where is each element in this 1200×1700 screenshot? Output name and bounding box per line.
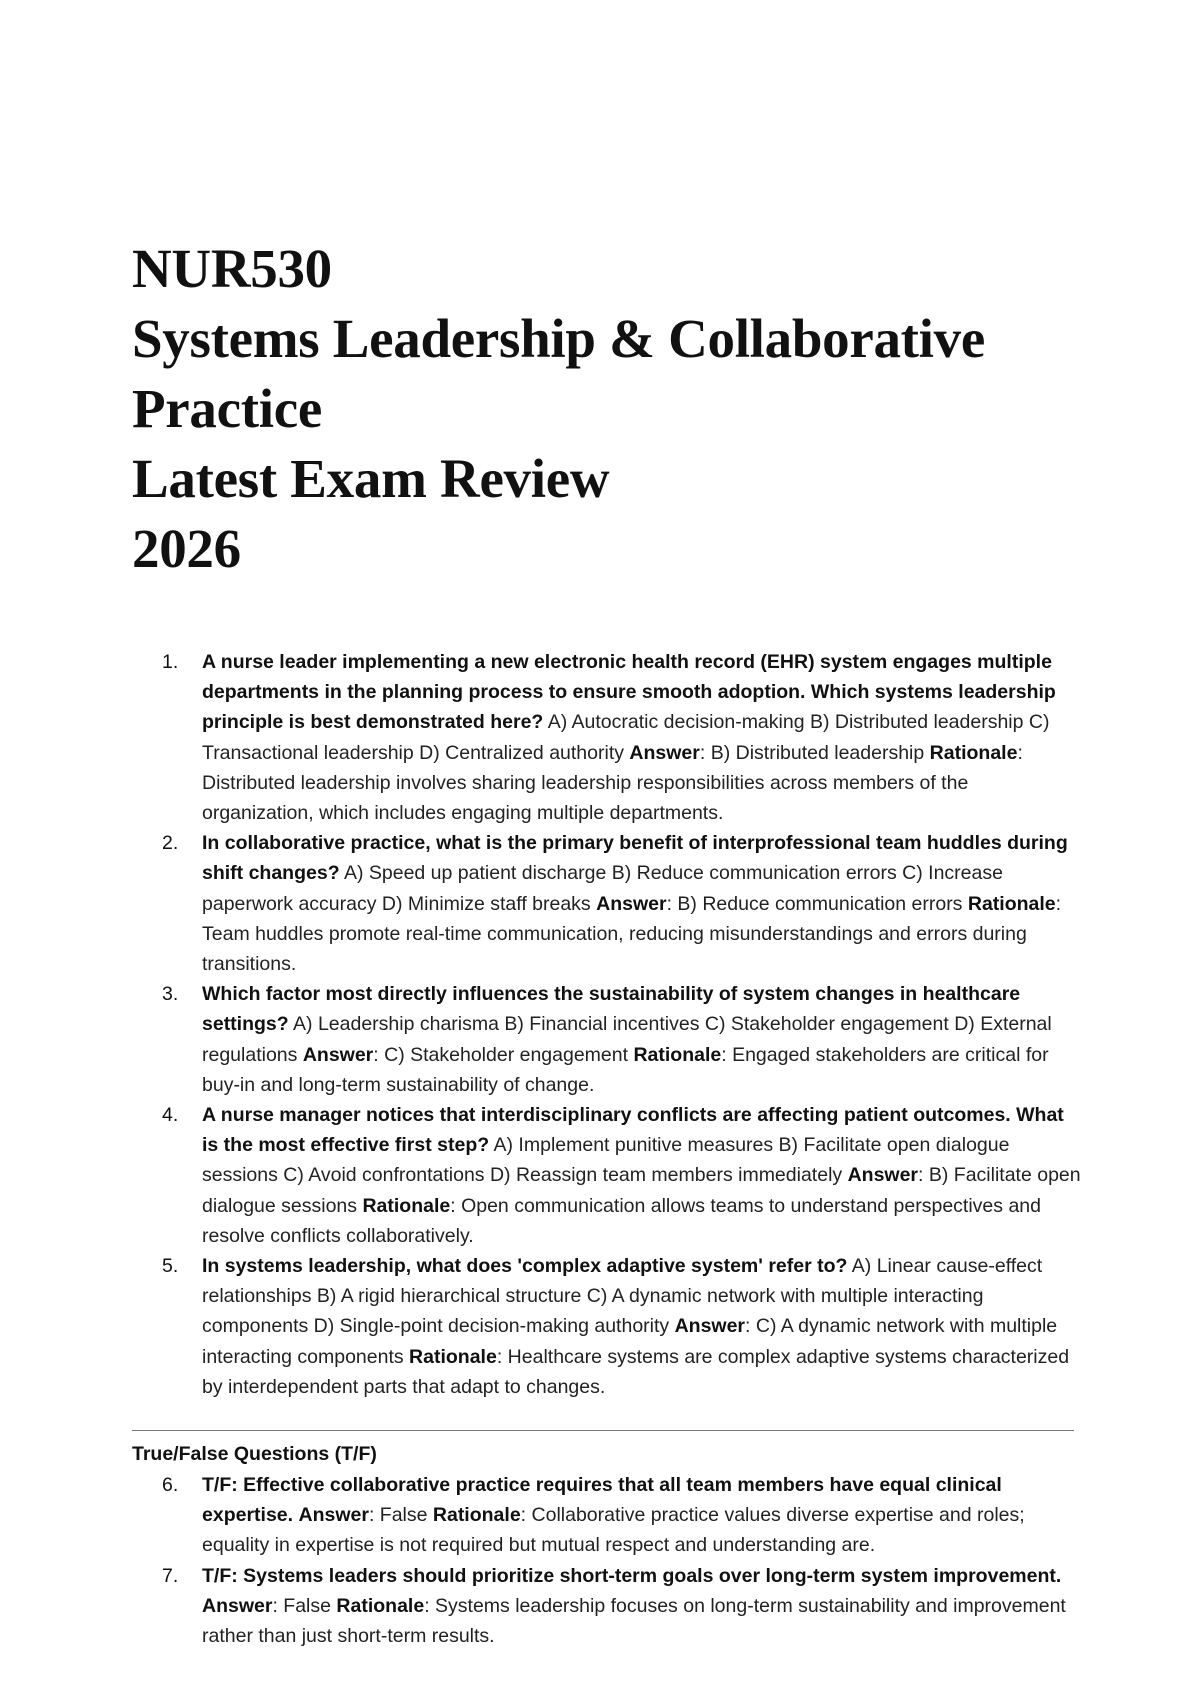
title-subtitle: Latest Exam Review — [132, 448, 610, 509]
rationale-text: Healthcare systems are complex adaptive systems characterized by interdependent parts that adapt to changes. — [202, 1345, 1070, 1398]
answer-value: B) Facilitate open dialogue sessions — [202, 1164, 1081, 1217]
rationale-label: Rationale — [336, 1594, 425, 1617]
rationale-label: Rationale — [929, 741, 1018, 764]
question-item — [132, 979, 1082, 1100]
rationale-text: Collaborative practice values diverse expertise and roles; equality in expertise is not required but mutual respect and understanding are. — [202, 1504, 1025, 1557]
question-item — [132, 1251, 1082, 1402]
section-divider — [132, 1430, 1074, 1431]
question-item — [132, 647, 1082, 828]
answer-label: Answer — [674, 1315, 746, 1338]
answer-label: Answer — [847, 1164, 919, 1187]
question-stem: A nurse manager notices that interdisciplinary conflicts are affecting patient outcomes. What is the most effective first step? — [202, 1104, 1064, 1157]
title-course-name-line-1: Systems Leadership & Collaborative — [132, 308, 985, 369]
answer-value: B) Reduce communication errors — [677, 892, 963, 915]
question-options: A) Linear cause-effect relationships B) A rigid hierarchical structure C) A dynamic network with multiple interacting components D) Single-point decision-making authority — [202, 1255, 1043, 1338]
answer-value: C) Stakeholder engagement — [384, 1043, 629, 1066]
question-text: A nurse manager notices that interdisciplinary conflicts are affecting patient outcomes. What is the most effective first step? A) Implement punitive measures B) Facilitate open dialogue sessions C) Avoid confrontations D) Reassign team members immediately Answer: B) Facilitate open dialogue sessions Rationale: Open communication allows teams to understand perspectives and resolve conflicts collaboratively. — [202, 1104, 1081, 1247]
answer-value: False — [379, 1504, 428, 1527]
true-false-list — [132, 1470, 1082, 1651]
rationale-text: Distributed leadership involves sharing leadership responsibilities across members of the organization, which includes engaging multiple departments. — [202, 771, 969, 825]
question-stem: T/F: Systems leaders should prioritize short-term goals over long-term system improvement. — [202, 1564, 1062, 1587]
question-options: A) Speed up patient discharge B) Reduce communication errors C) Increase paperwork accuracy D) Minimize staff breaks — [202, 862, 1003, 915]
rationale-label: Rationale — [432, 1504, 521, 1527]
title-course-code: NUR530 — [132, 238, 332, 299]
question-text: T/F: Systems leaders should prioritize short-term goals over long-term system improvement. Answer: False Rationale: Systems leadership focuses on long-term sustainability and improvement rather than just short-term results. — [202, 1564, 1066, 1648]
question-text: In collaborative practice, what is the primary benefit of interprofessional team huddles during shift changes? A) Speed up patient discharge B) Reduce communication errors C) Increase paperwork accuracy D) Minimize staff breaks Answer: B) Reduce communication errors Rationale: Team huddles promote real-time communication, reducing misunderstandings and errors during transitions. — [202, 832, 1068, 976]
rationale-text: Open communication allows teams to understand perspectives and resolve conflicts collaboratively. — [202, 1194, 1041, 1247]
multiple-choice-list — [132, 647, 1082, 1402]
question-number: 4. — [162, 1104, 179, 1127]
question-stem: Which factor most directly influences the sustainability of system changes in healthcare settings? — [202, 983, 1021, 1036]
rationale-text: Engaged stakeholders are critical for buy-in and long-term sustainability of change. — [202, 1043, 1049, 1096]
question-number: 5. — [162, 1255, 179, 1278]
question-options: A) Leadership charisma B) Financial incentives C) Stakeholder engagement D) External regulations — [202, 1013, 1052, 1066]
question-item — [132, 1561, 1082, 1652]
question-stem: In systems leadership, what does 'complex adaptive system' refer to? — [202, 1255, 848, 1278]
rationale-label: Rationale — [967, 892, 1056, 915]
question-item — [132, 1100, 1082, 1251]
rationale-label: Rationale — [409, 1345, 497, 1368]
title-course-name-line-2: Practice — [132, 378, 322, 439]
question-item — [132, 828, 1082, 979]
question-text: A nurse leader implementing a new electronic health record (EHR) system engages multiple departments in the planning process to ensure smooth adoption. Which systems leadership principle is best demonstrated here? A) Autocratic decision-making B) Distributed leadership C) Transactional leadership D) Centralized authority Answer: B) Distributed leadership Rationale: Distributed leadership involves sharing leadership responsibilities across members of the organization, which includes engaging multiple departments. — [202, 651, 1056, 825]
question-options: A) Autocratic decision-making B) Distributed leadership C) Transactional leadership D) Centralized authority — [202, 711, 1050, 764]
question-text: Which factor most directly influences the sustainability of system changes in healthcare settings? A) Leadership charisma B) Financial incentives C) Stakeholder engagement D) External regulations Answer: C) Stakeholder engagement Rationale: Engaged stakeholders are critical for buy-in and long-term sustainability of change. — [202, 983, 1052, 1096]
answer-label: Answer — [596, 892, 667, 915]
question-number: 3. — [162, 983, 179, 1006]
question-stem: In collaborative practice, what is the primary benefit of interprofessional team huddles during shift changes? — [202, 832, 1068, 885]
question-number: 6. — [162, 1474, 179, 1496]
document-title — [132, 234, 1092, 584]
question-text: T/F: Effective collaborative practice requires that all team members have equal clinical expertise. Answer: False Rationale: Collaborative practice values diverse expertise and roles; equality in expertise is not required but mutual respect and understanding are. — [202, 1474, 1025, 1557]
rationale-label: Rationale — [633, 1043, 722, 1066]
rationale-text: Systems leadership focuses on long-term sustainability and improvement rather than just short-term results. — [202, 1594, 1066, 1648]
answer-label: Answer — [298, 1504, 369, 1527]
question-number: 2. — [162, 832, 179, 855]
question-text: In systems leadership, what does 'complex adaptive system' refer to? A) Linear cause-effect relationships B) A rigid hierarchical structure C) A dynamic network with multiple interacting components D) Single-point decision-making authority Answer: C) A dynamic network with multiple interacting components Rationale: Healthcare systems are complex adaptive systems characterized by interdependent parts that adapt to changes. — [202, 1255, 1070, 1398]
question-item — [132, 1470, 1082, 1561]
question-stem: A nurse leader implementing a new electronic health record (EHR) system engages multiple departments in the planning process to ensure smooth adoption. Which systems leadership principle is best demonstrated here? — [202, 651, 1056, 734]
question-options: A) Implement punitive measures B) Facilitate open dialogue sessions C) Avoid confrontations D) Reassign team members immediately — [202, 1134, 1010, 1187]
question-stem: T/F: Effective collaborative practice requires that all team members have equal clinical expertise. — [202, 1474, 1002, 1527]
question-number: 7. — [162, 1564, 179, 1587]
answer-value: B) Distributed leadership — [710, 741, 925, 764]
answer-label: Answer — [629, 741, 700, 764]
answer-value: False — [283, 1594, 331, 1617]
rationale-text: Team huddles promote real-time communication, reducing misunderstandings and errors during transitions. — [202, 922, 1027, 976]
answer-label: Answer — [202, 1594, 273, 1617]
answer-value: C) A dynamic network with multiple interacting components — [202, 1315, 1058, 1368]
true-false-heading: True/False Questions (T/F) — [132, 1443, 377, 1465]
question-number: 1. — [162, 651, 179, 673]
rationale-label: Rationale — [362, 1194, 451, 1217]
answer-label: Answer — [302, 1043, 374, 1066]
title-year: 2026 — [132, 518, 241, 579]
